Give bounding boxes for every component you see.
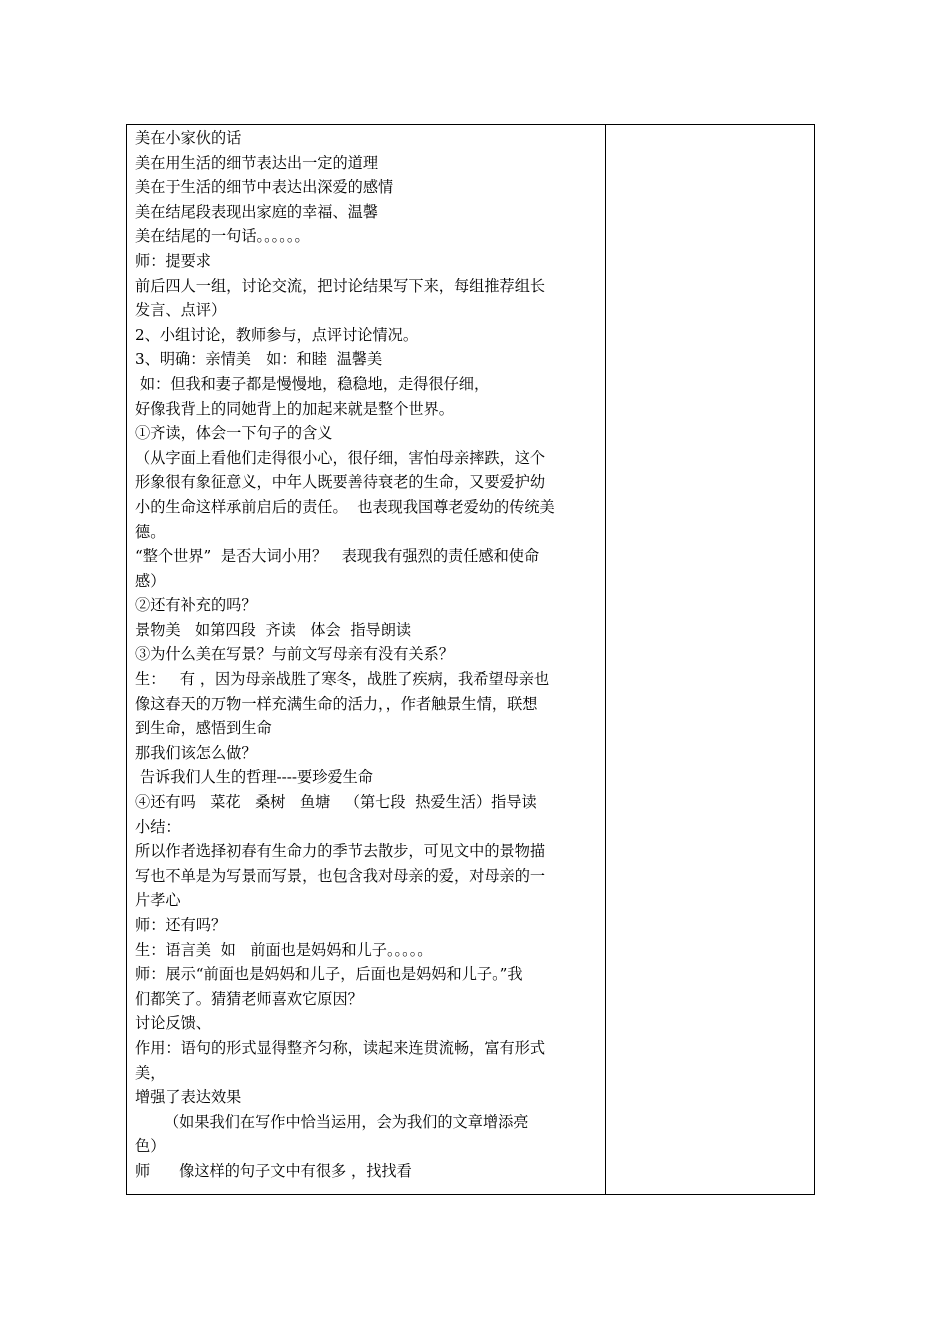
notes-cell [606, 125, 814, 1194]
text-line: ①齐读，体会一下句子的含义 [135, 424, 333, 443]
lesson-table [126, 124, 815, 1195]
text-line: （如果我们在写作中恰当运用，会为我们的文章增添亮 [135, 1112, 529, 1131]
text-line: 师 像这样的句子文中有很多 ，找找看 [135, 1161, 412, 1180]
text-line: 景物美 如第四段 齐读 体会 指导朗读 [135, 620, 412, 639]
text-line: 如：但我和妻子都是慢慢地，稳稳地，走得很仔细， [135, 374, 490, 393]
text-line: ③为什么美在写景？与前文写母亲有没有关系？ [135, 645, 454, 664]
text-line: 师：还有吗？ [135, 916, 227, 934]
text-line: 小的生命这样承前启后的责任。 也表现我国尊老爱幼的传统美 [135, 497, 555, 516]
text-line: 增强了表达效果 [135, 1088, 242, 1107]
text-line: “整个世界” 是否大词小用？ 表现我有强烈的责任感和使命 [135, 547, 540, 566]
text-line: 写也不单是为写景而写景，也包含我对母亲的爱，对母亲的一 [135, 866, 546, 885]
text-line: 像这春天的万物一样充满生命的活力，，作者触景生情，联想 [135, 694, 538, 713]
text-line: 感） [135, 571, 166, 590]
text-line: 美在结尾的一句话。。。。。。 [135, 227, 310, 246]
text-line: 们都笑了。猜猜老师喜欢它原因？ [135, 989, 363, 1008]
text-line: 片孝心 [135, 891, 181, 910]
text-line: （从字面上看他们走得很小心，很仔细，害怕母亲摔跌，这个 [135, 448, 546, 467]
lesson-content-cell [127, 125, 606, 1194]
text-line: 告诉我们人生的哲理----要珍爱生命 [135, 768, 373, 787]
text-line: 3、明确：亲情美 如：和睦 温馨美 [135, 350, 383, 369]
text-line: 生：语言美 如 前面也是妈妈和儿子。。。。。 [135, 940, 433, 959]
text-line: 作用：语句的形式显得整齐匀称，读起来连贯流畅，富有形式 [135, 1038, 546, 1057]
text-line: 德。 [135, 522, 166, 541]
text-line: 发言、点评） [135, 301, 227, 320]
text-line: 生： 有 ，因为母亲战胜了寒冬，战胜了疾病，我希望母亲也 [135, 670, 550, 689]
text-line: 色） [135, 1137, 166, 1156]
text-line: 2、小组讨论，教师参与，点评讨论情况。 [135, 325, 419, 344]
text-line: 美在用生活的细节表达出一定的道理 [135, 153, 378, 172]
text-line: 美在结尾段表现出家庭的幸福、温馨 [135, 202, 378, 221]
text-line: 美在小家伙的话 [135, 129, 242, 147]
text-line: 小结： [135, 817, 181, 836]
text-line: 师：提要求 [135, 251, 211, 270]
text-line: 那我们该怎么做？ [135, 743, 257, 762]
text-line: 前后四人一组，讨论交流，把讨论结果写下来，每组推荐组长 [135, 276, 546, 295]
text-line: 形象很有象征意义，中年人既要善待衰老的生命，又要爱护幼 [135, 473, 546, 492]
text-line: ②还有补充的吗？ [135, 596, 257, 615]
text-line: 讨论反馈、 [135, 1014, 211, 1033]
text-line: 所以作者选择初春有生命力的季节去散步，可见文中的景物描 [135, 842, 546, 861]
text-line: 美在于生活的细节中表达出深爱的感情 [135, 178, 394, 197]
text-line: 到生命，感悟到生命 [135, 719, 272, 738]
text-line: ④还有吗 菜花 桑树 鱼塘 （第七段 热爱生活）指导读 [135, 793, 537, 812]
text-line: 好像我背上的同她背上的加起来就是整个世界。 [135, 399, 454, 418]
text-line: 美， [135, 1063, 166, 1082]
text-line: 师：展示“前面也是妈妈和儿子，后面也是妈妈和儿子。”我 [135, 965, 523, 984]
